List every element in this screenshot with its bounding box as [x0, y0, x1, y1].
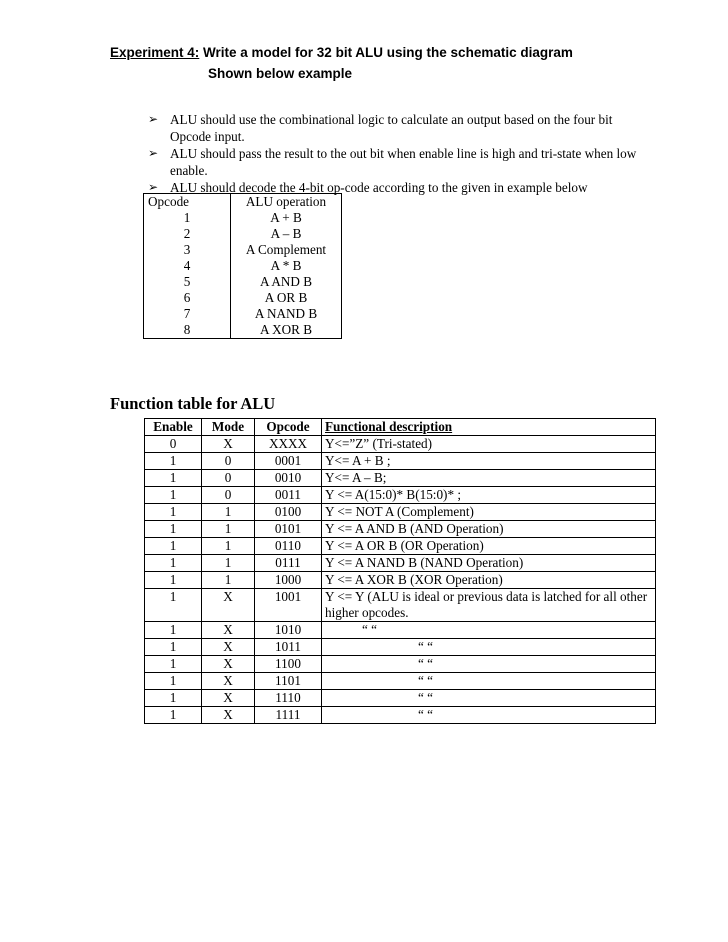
- list-item-text: ALU should pass the result to the out bit when enable line is high and tri-state when low enable.: [170, 146, 637, 178]
- mode-cell: 1: [202, 572, 255, 589]
- list-item-text: ALU should use the combinational logic to calculate an output based on the four bit Opcode input.: [170, 112, 613, 144]
- table-row: [145, 555, 656, 572]
- column-header: Opcode: [255, 419, 322, 436]
- description-cell: “ “: [322, 656, 656, 673]
- opcode-cell: 0001: [255, 453, 322, 470]
- enable-cell: 1: [145, 690, 202, 707]
- description-cell: “ “: [322, 690, 656, 707]
- mode-cell: 1: [202, 504, 255, 521]
- opcode-cell: 8: [144, 322, 231, 339]
- list-item: [148, 111, 640, 145]
- table-row: [144, 258, 342, 274]
- enable-cell: 1: [145, 656, 202, 673]
- table-row: [145, 487, 656, 504]
- opcode-cell: 1011: [255, 639, 322, 656]
- mode-cell: 1: [202, 521, 255, 538]
- operation-cell: A AND B: [231, 274, 342, 290]
- enable-cell: 1: [145, 673, 202, 690]
- description-cell: Y <= A AND B (AND Operation): [322, 521, 656, 538]
- table-row: [145, 690, 656, 707]
- experiment-label: Experiment 4:: [110, 45, 200, 60]
- enable-cell: 1: [145, 555, 202, 572]
- enable-cell: 1: [145, 521, 202, 538]
- opcode-cell: 3: [144, 242, 231, 258]
- experiment-subtitle: Shown below example: [208, 66, 353, 81]
- table-row: [145, 622, 656, 639]
- column-header: Opcode: [144, 194, 231, 211]
- opcode-cell: 6: [144, 290, 231, 306]
- description-cell: Y <= A NAND B (NAND Operation): [322, 555, 656, 572]
- opcode-cell: 5: [144, 274, 231, 290]
- enable-cell: 1: [145, 453, 202, 470]
- mode-cell: 0: [202, 470, 255, 487]
- mode-cell: 1: [202, 538, 255, 555]
- opcode-table: [143, 193, 342, 339]
- requirements-list: [148, 111, 640, 196]
- experiment-title: Write a model for 32 bit ALU using the schematic diagram: [199, 45, 573, 60]
- column-header-text: Functional description: [325, 419, 453, 434]
- opcode-cell: 1101: [255, 673, 322, 690]
- mode-cell: X: [202, 436, 255, 453]
- table-row: [145, 656, 656, 673]
- mode-cell: 1: [202, 555, 255, 572]
- table-row: [145, 538, 656, 555]
- opcode-cell: 0100: [255, 504, 322, 521]
- opcode-cell: 0110: [255, 538, 322, 555]
- opcode-cell: 0111: [255, 555, 322, 572]
- opcode-cell: 1110: [255, 690, 322, 707]
- table-row: [145, 673, 656, 690]
- table-row: [144, 290, 342, 306]
- opcode-cell: 1001: [255, 589, 322, 622]
- description-cell: “ “: [322, 707, 656, 724]
- enable-cell: 1: [145, 589, 202, 622]
- function-table: [144, 418, 656, 724]
- table-row: [145, 470, 656, 487]
- description-cell: Y <= Y (ALU is ideal or previous data is latched for all other higher opcodes.: [322, 589, 656, 622]
- enable-cell: 0: [145, 436, 202, 453]
- opcode-cell: 0010: [255, 470, 322, 487]
- mode-cell: X: [202, 589, 255, 622]
- operation-cell: A Complement: [231, 242, 342, 258]
- enable-cell: 1: [145, 504, 202, 521]
- opcode-cell: 4: [144, 258, 231, 274]
- opcode-cell: 0101: [255, 521, 322, 538]
- mode-cell: 0: [202, 453, 255, 470]
- mode-cell: X: [202, 622, 255, 639]
- opcode-cell: XXXX: [255, 436, 322, 453]
- enable-cell: 1: [145, 572, 202, 589]
- function-table-title: Function table for ALU: [110, 394, 276, 413]
- column-header: ALU operation: [231, 194, 342, 211]
- operation-cell: A * B: [231, 258, 342, 274]
- arrow-bullet-icon: ➢: [148, 146, 159, 160]
- operation-cell: A NAND B: [231, 306, 342, 322]
- table-row: [145, 436, 656, 453]
- opcode-cell: 1111: [255, 707, 322, 724]
- table-row: [145, 521, 656, 538]
- mode-cell: X: [202, 690, 255, 707]
- opcode-cell: 1000: [255, 572, 322, 589]
- table-header-row: [145, 419, 656, 436]
- operation-cell: A + B: [231, 210, 342, 226]
- opcode-cell: 2: [144, 226, 231, 242]
- experiment-heading: [110, 42, 573, 84]
- mode-cell: X: [202, 639, 255, 656]
- description-cell: Y<= A – B;: [322, 470, 656, 487]
- description-cell: “ “: [322, 673, 656, 690]
- arrow-bullet-icon: ➢: [148, 180, 159, 194]
- opcode-cell: 1: [144, 210, 231, 226]
- description-cell: Y<=”Z” (Tri-stated): [322, 436, 656, 453]
- table-row: [145, 707, 656, 724]
- operation-cell: A – B: [231, 226, 342, 242]
- enable-cell: 1: [145, 622, 202, 639]
- opcode-cell: 0011: [255, 487, 322, 504]
- opcode-cell: 1010: [255, 622, 322, 639]
- mode-cell: X: [202, 656, 255, 673]
- description-cell: Y <= A XOR B (XOR Operation): [322, 572, 656, 589]
- column-header: Mode: [202, 419, 255, 436]
- description-cell: “ “: [322, 639, 656, 656]
- opcode-cell: 1100: [255, 656, 322, 673]
- table-row: [145, 504, 656, 521]
- enable-cell: 1: [145, 707, 202, 724]
- enable-cell: 1: [145, 639, 202, 656]
- description-cell: Y <= A(15:0)* B(15:0)* ;: [322, 487, 656, 504]
- operation-cell: A XOR B: [231, 322, 342, 339]
- description-cell: Y <= NOT A (Complement): [322, 504, 656, 521]
- table-row: [145, 589, 656, 622]
- table-row: [144, 274, 342, 290]
- operation-cell: A OR B: [231, 290, 342, 306]
- opcode-cell: 7: [144, 306, 231, 322]
- mode-cell: X: [202, 673, 255, 690]
- description-cell: “ “: [322, 622, 656, 639]
- table-row: [144, 226, 342, 242]
- column-header: Enable: [145, 419, 202, 436]
- enable-cell: 1: [145, 470, 202, 487]
- column-header: [322, 419, 656, 436]
- table-row: [144, 306, 342, 322]
- table-header-row: [144, 194, 342, 211]
- table-row: [145, 453, 656, 470]
- list-item: [148, 145, 640, 179]
- table-row: [144, 322, 342, 339]
- table-row: [144, 210, 342, 226]
- enable-cell: 1: [145, 538, 202, 555]
- enable-cell: 1: [145, 487, 202, 504]
- arrow-bullet-icon: ➢: [148, 112, 159, 126]
- table-row: [144, 242, 342, 258]
- mode-cell: X: [202, 707, 255, 724]
- list-item-text: ALU should decode the 4-bit op-code according to the given in example below: [170, 180, 588, 195]
- description-cell: Y<= A + B ;: [322, 453, 656, 470]
- description-cell: Y <= A OR B (OR Operation): [322, 538, 656, 555]
- table-row: [145, 639, 656, 656]
- mode-cell: 0: [202, 487, 255, 504]
- table-row: [145, 572, 656, 589]
